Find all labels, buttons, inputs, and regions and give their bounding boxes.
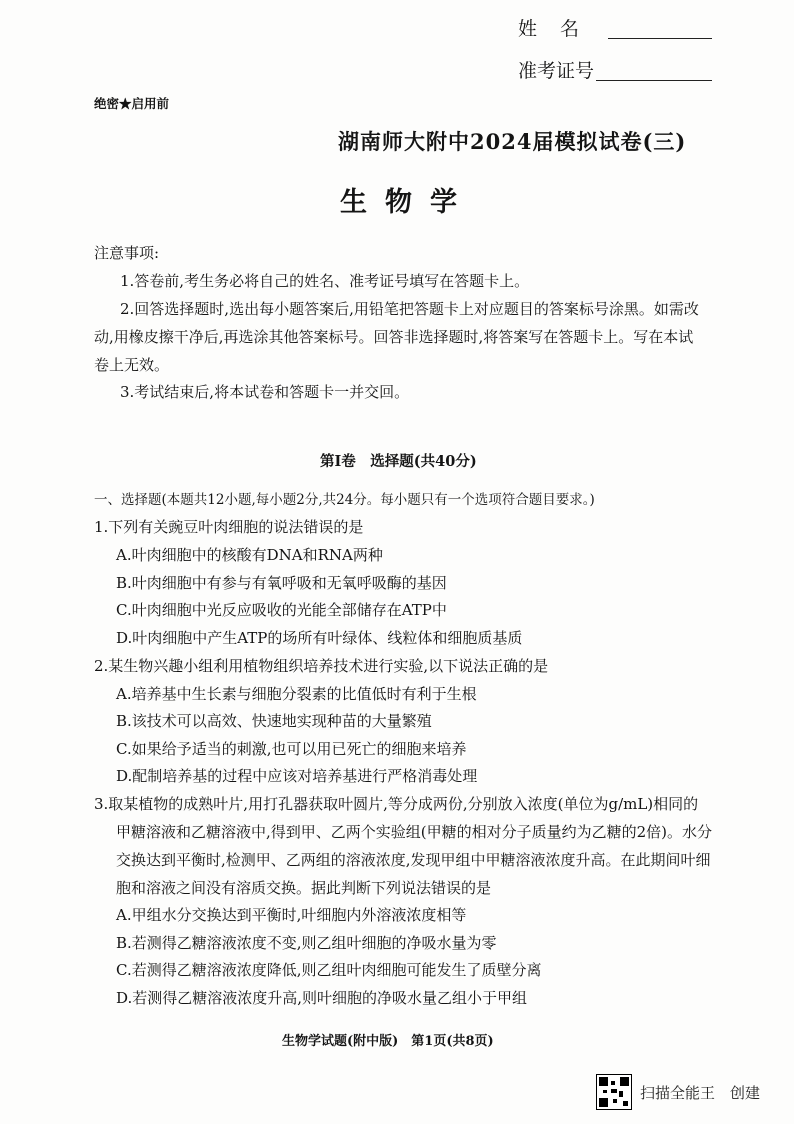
question-3-option-c: C.若测得乙糖溶液浓度降低,则乙组叶肉细胞可能发生了质壁分离 [116,961,542,979]
exam-title: 湖南师大附中2024届模拟试卷(三) [338,129,687,154]
name-underline [608,38,712,39]
question-1-option-d: D.叶肉细胞中产生ATP的场所有叶绿体、线粒体和细胞质基质 [116,629,523,647]
question-2-option-c: C.如果给予适当的刺激,也可以用已死亡的细胞来培养 [116,740,467,758]
question-3-option-b: B.若测得乙糖溶液浓度不变,则乙组叶细胞的净吸水量为零 [116,934,497,952]
question-2-stem: 2.某生物兴趣小组利用植物组织培养技术进行实验,以下说法正确的是 [94,657,549,675]
qr-code-icon [596,1074,632,1110]
notice-item-2-line-3: 卷上无效。 [94,356,170,374]
question-3-stem-line-4: 胞和溶液之间没有溶质交换。据此判断下列说法错误的是 [116,879,492,897]
exam-id-underline [596,80,712,81]
notice-item-2-line-1: 2.回答选择题时,选出每小题答案后,用铅笔把答题卡上对应题目的答案标号涂黑。如需改 [120,300,699,318]
section-instruction: 一、选择题(本题共12小题,每小题2分,共24分。每小题只有一个选项符合题目要求。) [94,492,595,508]
name-label: 姓 名 [518,18,582,40]
scanner-watermark: 扫描全能王 创建 [640,1084,761,1102]
question-1-option-c: C.叶肉细胞中光反应吸收的光能全部储存在ATP中 [116,601,447,619]
section-title: 第Ⅰ卷 选择题(共40分) [320,453,477,470]
notice-item-2-line-2: 动,用橡皮擦干净后,再选涂其他答案标号。回答非选择题时,将答案写在答题卡上。写在本试 [94,328,694,346]
page-footer: 生物学试题(附中版) 第1页(共8页) [282,1034,494,1049]
question-2-option-d: D.配制培养基的过程中应该对培养基进行严格消毒处理 [116,767,478,785]
question-1-stem: 1.下列有关豌豆叶肉细胞的说法错误的是 [94,518,364,536]
question-3-stem-line-1: 3.取某植物的成熟叶片,用打孔器获取叶圆片,等分成两份,分别放入浓度(单位为g/mL)相同的 [94,795,699,813]
question-3-option-a: A.甲组水分交换达到平衡时,叶细胞内外溶液浓度相等 [116,906,467,924]
question-1-option-b: B.叶肉细胞中有参与有氧呼吸和无氧呼吸酶的基因 [116,574,447,592]
notice-item-1: 1.答卷前,考生务必将自己的姓名、准考证号填写在答题卡上。 [120,272,530,290]
question-3-option-d: D.若测得乙糖溶液浓度升高,则叶细胞的净吸水量乙组小于甲组 [116,989,528,1007]
question-2-option-a: A.培养基中生长素与细胞分裂素的比值低时有利于生根 [116,685,477,703]
secret-mark: 绝密★启用前 [94,96,170,111]
question-3-stem-line-3: 交换达到平衡时,检测甲、乙两组的溶液浓度,发现甲组中甲糖溶液浓度升高。在此期间叶细 [116,851,711,869]
question-1-option-a: A.叶肉细胞中的核酸有DNA和RNA两种 [116,546,383,564]
subject-title: 生物学 [340,187,475,218]
exam-id-label: 准考证号 [518,60,595,82]
question-2-option-b: B.该技术可以高效、快速地实现种苗的大量繁殖 [116,712,432,730]
notice-heading: 注意事项: [94,244,160,262]
notice-item-3: 3.考试结束后,将本试卷和答题卡一并交回。 [120,383,410,401]
question-3-stem-line-2: 甲糖溶液和乙糖溶液中,得到甲、乙两个实验组(甲糖的相对分子质量约为乙糖的2倍)。水分 [116,823,713,841]
